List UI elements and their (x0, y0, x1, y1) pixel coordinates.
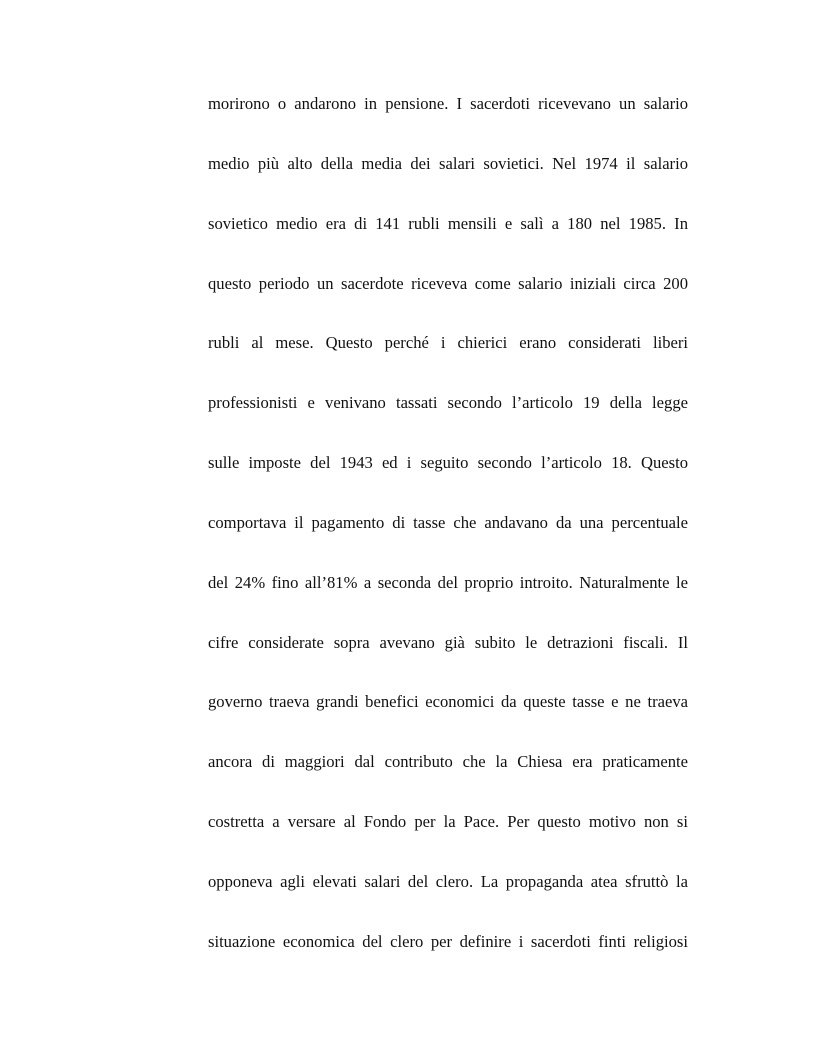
text-line: del 24% fino all’81% a seconda del proprio introito. Naturalmente le (208, 572, 688, 592)
text-line: medio più alto della media dei salari sovietici. Nel 1974 il salario (208, 153, 688, 173)
text-line: situazione economica del clero per definire i sacerdoti finti religiosi (208, 931, 688, 951)
text-line: rubli al mese. Questo perché i chierici erano considerati liberi (208, 333, 688, 353)
text-line: costretta a versare al Fondo per la Pace. Per questo motivo non si (208, 812, 688, 832)
body-paragraph (208, 92, 688, 990)
text-line: governo traeva grandi benefici economici da queste tasse e ne traeva (208, 692, 688, 712)
text-line: comportava il pagamento di tasse che andavano da una percentuale (208, 512, 688, 532)
text-line: opponeva agli elevati salari del clero. La propaganda atea sfruttò la (208, 871, 688, 891)
text-line: questo periodo un sacerdote riceveva come salario iniziali circa 200 (208, 273, 688, 293)
text-line: sovietico medio era di 141 rubli mensili e salì a 180 nel 1985. In (208, 213, 688, 233)
text-line: sulle imposte del 1943 ed i seguito secondo l’articolo 18. Questo (208, 453, 688, 473)
text-line: ancora di maggiori dal contributo che la Chiesa era praticamente (208, 752, 688, 772)
text-line: professionisti e venivano tassati secondo l’articolo 19 della legge (208, 393, 688, 413)
text-line: cifre considerate sopra avevano già subito le detrazioni fiscali. Il (208, 632, 688, 652)
text-line: morirono o andarono in pensione. I sacerdoti ricevevano un salario (208, 94, 688, 113)
